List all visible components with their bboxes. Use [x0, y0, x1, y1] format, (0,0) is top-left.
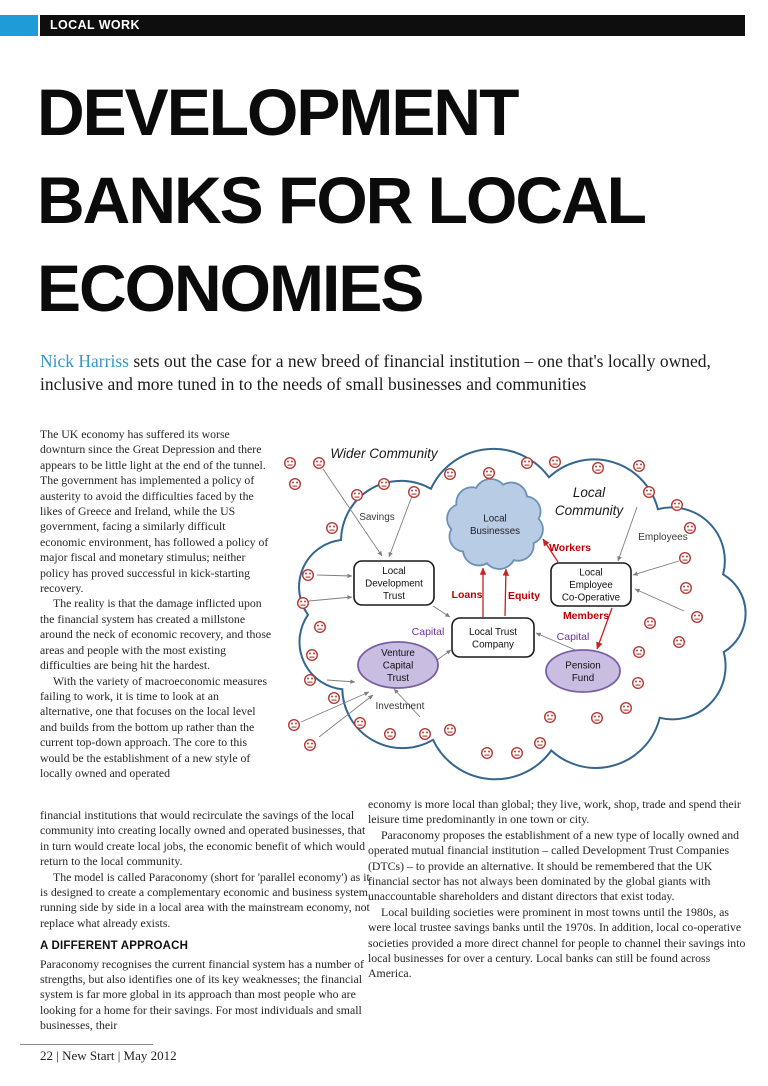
person-face-icon: [644, 487, 655, 498]
paragraph: Local building societies were prominent in most towns until the 1980s, as were local trustee savings banks until the 1970s. In addition, local co-operative societies provided a more direct channel for people to channel their savings into local businesses for over a century. Local banks can still be found across America.: [368, 904, 746, 981]
person-face-icon: [445, 725, 456, 736]
node-label: Company: [472, 639, 514, 651]
paragraph: Paraconomy recognises the current financial system has a number of strengths, but also identifies one of its key weaknesses; the financial system is far more global in its approach than most people who are looking for a home for their savings. For most individuals and small businesses, their: [40, 956, 364, 1033]
paragraph: The model is called Paraconomy (short for 'parallel economy') as it is designed to create a complementary economic and business system running side by side in a local area with the mainstream economy, not replace what already exists.: [40, 869, 370, 930]
left-column-top: [40, 427, 273, 807]
person-face-icon: [633, 678, 644, 689]
node-label: Venture: [381, 648, 415, 659]
node-label: Local Trust: [469, 626, 517, 638]
figure-label: Local: [572, 485, 606, 500]
node-label: Pension: [565, 660, 601, 672]
paragraph: With the variety of macroeconomic measures failing to work, it is time to look at an alternative, one that focuses on the local level and builds from the bottom up rather than the current top-down approach. The core to this would be the establishment of a new style of locally owned and operated: [40, 673, 268, 780]
person-face-icon: [290, 479, 301, 490]
right-column: [368, 797, 748, 982]
figure-label: Savings: [359, 512, 395, 523]
page-title: DEVELOPMENT BANKS FOR LOCAL ECONOMIES: [37, 75, 644, 325]
paragraph: financial institutions that would recirculate the savings of the local community into creating locally owned and operated businesses, that in turn would create local jobs, the economic benefit of which would return to the local community.: [40, 808, 366, 869]
person-face-icon: [535, 738, 546, 749]
person-face-icon: [355, 718, 366, 729]
node-label: Local: [483, 513, 507, 525]
person-face-icon: [482, 748, 493, 759]
top-bar: [0, 15, 745, 36]
person-face-icon: [327, 523, 338, 534]
person-face-icon: [593, 463, 604, 474]
person-face-icon: [674, 637, 685, 648]
figure-label: Employees: [638, 532, 688, 543]
figure-label: Investment: [375, 701, 425, 712]
node-label: Development: [365, 578, 423, 590]
person-face-icon: [285, 458, 296, 469]
byline-author: Nick Harriss: [40, 351, 129, 371]
person-face-icon: [550, 457, 561, 468]
person-face-icon: [645, 618, 656, 629]
person-face-icon: [329, 693, 340, 704]
node-label: Co-Operative: [561, 592, 621, 604]
section-bar: [40, 15, 745, 36]
paragraph: The reality is that the damage inflicted upon the financial system has created a millstone around the neck of economic recovery, and those areas and people with the most existing difficulties are being hit the hardest.: [40, 596, 272, 673]
person-face-icon: [512, 748, 523, 759]
node-label: Local: [579, 567, 603, 579]
paragraph: economy is more local than global; they live, work, shop, trade and spend their leisure time predominantly in one town or city.: [368, 797, 741, 827]
node-label: Capital: [382, 660, 414, 672]
person-face-icon: [303, 570, 314, 581]
figure-label: Equity: [507, 590, 541, 602]
person-face-icon: [385, 729, 396, 740]
person-face-icon: [680, 553, 691, 564]
node-label: Local: [382, 566, 406, 577]
accent-square: [0, 15, 38, 36]
byline-text: sets out the case for a new breed of financial institution – one that's locally owned, inclusive and more tuned in to the needs of small businesses and communities: [40, 351, 711, 394]
person-face-icon: [314, 458, 325, 469]
person-face-icon: [420, 729, 431, 740]
person-face-icon: [315, 622, 326, 633]
node-label: Trust: [383, 591, 405, 603]
person-face-icon: [409, 487, 420, 498]
person-face-icon: [484, 468, 495, 479]
figure-label: Loans: [451, 589, 483, 601]
figure-label: Capital: [556, 631, 590, 643]
person-face-icon: [672, 500, 683, 511]
person-face-icon: [379, 479, 390, 490]
person-face-icon: [681, 583, 692, 594]
person-face-icon: [298, 598, 309, 609]
node-label: Businesses: [469, 525, 521, 537]
node-label: Employee: [569, 580, 613, 592]
person-face-icon: [634, 647, 645, 658]
section-label: LOCAL WORK: [50, 18, 140, 32]
paraconomy-diagram: [271, 421, 768, 800]
footer-rule: [20, 1044, 153, 1045]
person-face-icon: [692, 612, 703, 623]
node-label: Trust: [387, 673, 409, 685]
left-column-bottom: [40, 808, 374, 1034]
node-label: Fund: [571, 672, 595, 684]
diagram-svg: [271, 421, 768, 800]
person-face-icon: [621, 703, 632, 714]
person-face-icon: [305, 740, 316, 751]
person-face-icon: [307, 650, 318, 661]
paragraph: The UK economy has suffered its worse downturn since the Great Depression and there appears to be little light at the end of the tunnel. The government has implemented a policy of austerity to avoid the difficulties faced by the likes of Greece and Ireland, while the US government, facing a similarly difficult economic environment, has followed a policy of major fiscal and monetary stimulus; neither policy has proved successful in kick-starting recovery.: [40, 427, 269, 596]
byline: [40, 350, 742, 396]
section-heading: A DIFFERENT APPROACH: [40, 940, 189, 953]
person-face-icon: [352, 490, 363, 501]
person-face-icon: [634, 461, 645, 472]
figure-label: Wider Community: [330, 446, 438, 461]
person-face-icon: [445, 469, 456, 480]
figure-label: Workers: [549, 542, 591, 554]
person-face-icon: [592, 713, 603, 724]
figure-label: Community: [554, 503, 624, 518]
footer-text: 22 | New Start | May 2012: [40, 1048, 177, 1063]
person-face-icon: [545, 712, 556, 723]
person-face-icon: [522, 458, 533, 469]
person-face-icon: [305, 675, 316, 686]
figure-label: Members: [562, 610, 610, 622]
paragraph: Paraconomy proposes the establishment of a new type of locally owned and operated mutual financial institution – called Development Trust Companies (DTCs) – to provide an alternative. It should be remembered that the UK financial sector has not always been dominated by the global giants with unaccountable shareholders and distant directors that exist today.: [368, 827, 740, 904]
figure-label: Capital: [411, 626, 445, 638]
person-face-icon: [289, 720, 300, 731]
